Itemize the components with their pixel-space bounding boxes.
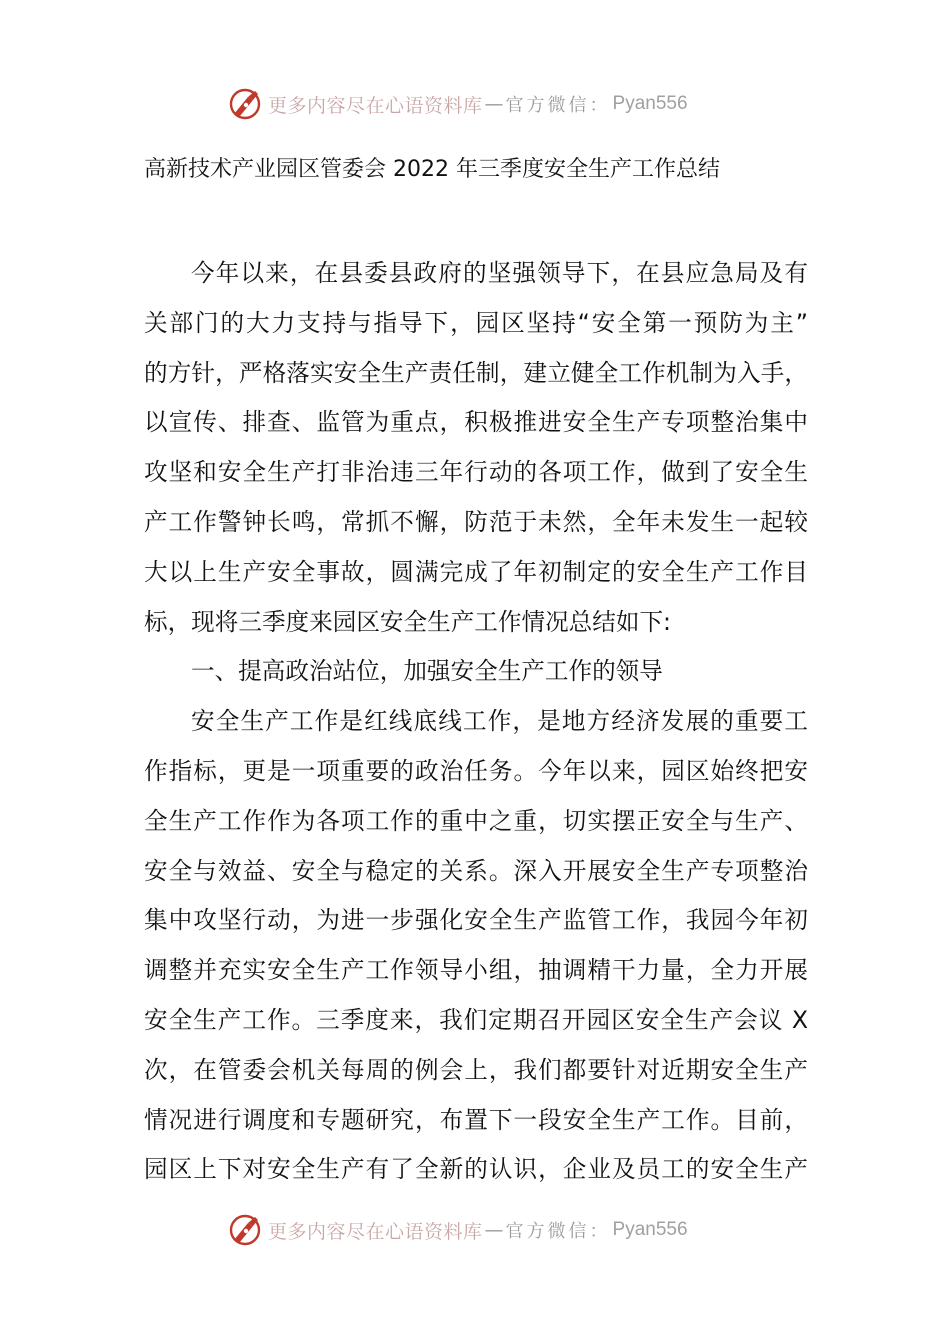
body-line: 大以上生产安全事故，圆满完成了年初制定的安全生产工作目: [144, 557, 808, 586]
section-heading: 一、提高政治站位，加强安全生产工作的领导: [191, 657, 663, 686]
body-line: 作指标，更是一项重要的政治任务。今年以来，园区始终把安: [144, 756, 808, 785]
body-line: 今年以来，在县委县政府的坚强领导下，在县应急局及有: [191, 259, 808, 287]
body-line: 园区上下对安全生产有了全新的认识，企业及员工的安全生产: [144, 1155, 808, 1184]
watermark-official-label: 官方微信：: [505, 1221, 611, 1242]
body-line: 安全生产工作是红线底线工作，是地方经济发展的重要工: [191, 707, 808, 736]
body-line: 情况进行调度和专题研究，布置下一段安全生产工作。目前，: [144, 1105, 808, 1134]
document-title: 高新技术产业园区管委会 2022 年三季度安全生产工作总结: [144, 157, 720, 182]
body-line: 产工作警钟长鸣，常抓不懈，防范于未然，全年未发生一起较: [144, 507, 808, 536]
body-line: 全生产工作作为各项工作的重中之重，切实摆正安全与生产、: [144, 806, 808, 835]
watermark-promo-text: 更多内容尽在心语资料库: [268, 1220, 483, 1243]
fountain-pen-nib-logo-icon: [228, 1213, 262, 1247]
watermark-wechat-id: Pyan556: [612, 1219, 688, 1240]
body-line: 安全生产工作。三季度来，我们定期召开园区安全生产会议 X: [144, 1005, 808, 1034]
body-line: 攻坚和安全生产打非治违三年行动的各项工作，做到了安全生: [144, 458, 808, 487]
watermark-wechat-id: Pyan556: [612, 93, 688, 114]
watermark-promo-text: 更多内容尽在心语资料库: [268, 94, 483, 117]
body-line: 调整并充实安全生产工作领导小组，抽调精干力量，全力开展: [144, 956, 808, 985]
document-body: [144, 249, 808, 1195]
body-line: 关部门的大力支持与指导下，园区坚持“安全第一预防为主”: [144, 308, 808, 337]
header-watermark: [228, 86, 688, 122]
body-line: 次，在管委会机关每周的例会上，我们都要针对近期安全生产: [144, 1055, 808, 1084]
watermark-official-label: 官方微信：: [505, 95, 611, 116]
body-line: 标，现将三季度来园区安全生产工作情况总结如下:: [144, 607, 672, 636]
footer-watermark: [228, 1212, 688, 1248]
watermark-separator: —: [484, 1219, 504, 1241]
body-line: 的方针，严格落实安全生产责任制，建立健全工作机制为入手，: [144, 358, 808, 387]
body-line: 安全与效益、安全与稳定的关系。深入开展安全生产专项整治: [144, 856, 808, 885]
body-line: 集中攻坚行动，为进一步强化安全生产监管工作，我园今年初: [144, 906, 808, 935]
watermark-separator: —: [484, 93, 504, 115]
fountain-pen-nib-logo-icon: [228, 87, 262, 121]
body-line: 以宣传、排查、监管为重点，积极推进安全生产专项整治集中: [144, 408, 808, 437]
